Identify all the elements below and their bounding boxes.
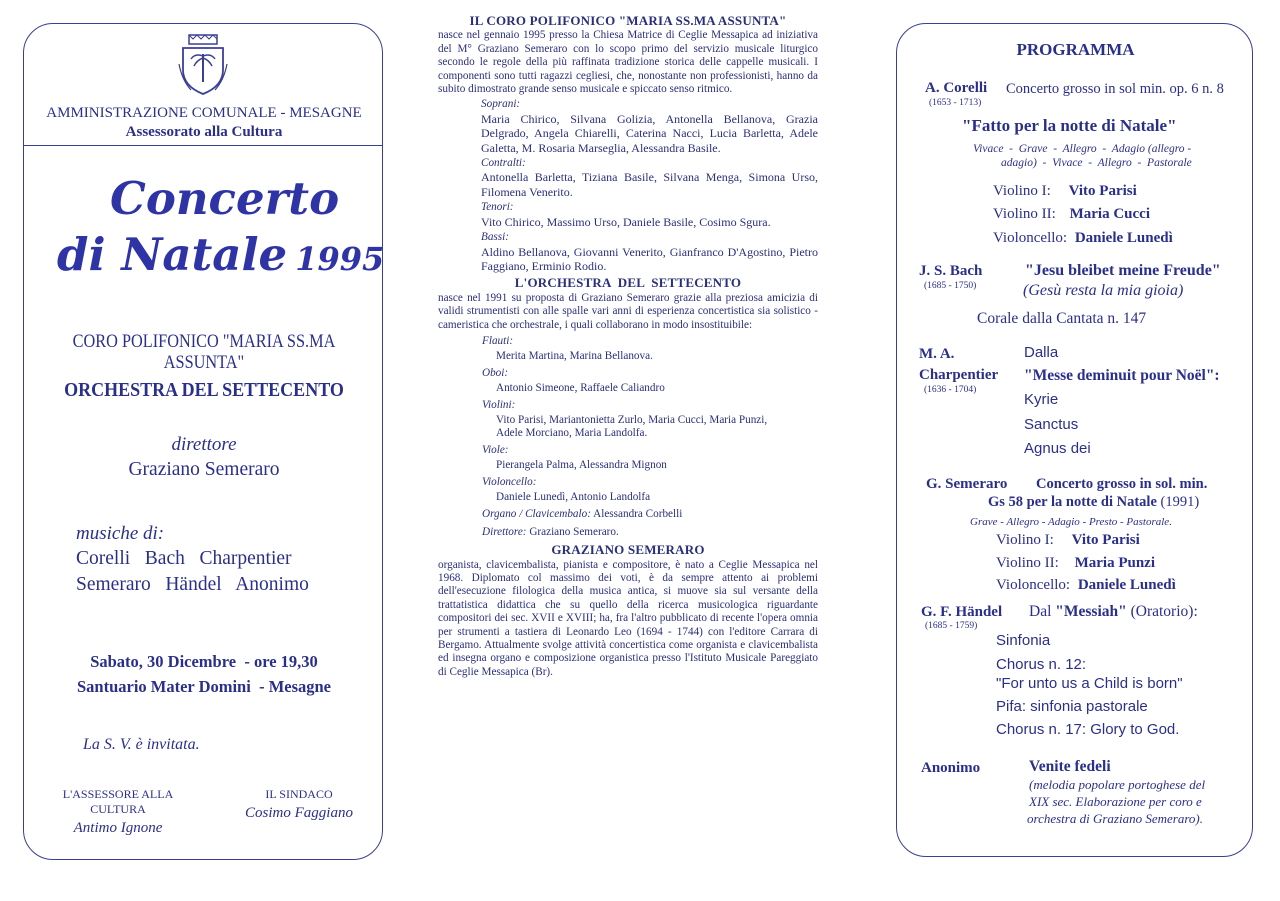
violino1-label: Violino I: — [993, 183, 1051, 199]
orchestra-name: ORCHESTRA DEL SETTECENTO — [64, 379, 344, 401]
title-concerto: Concerto — [110, 172, 340, 225]
composer-bach: J. S. Bach — [919, 263, 983, 279]
venue-line: Santuario Mater Domini - Mesagne — [76, 677, 332, 696]
viole-label: Viole: — [482, 443, 509, 456]
semeraro-work-1: Concerto grosso in sol. min. — [1036, 476, 1208, 492]
s-violoncello-label: Violoncello: — [996, 577, 1071, 593]
organo-label: Organo / Clavicembalo: — [482, 508, 591, 521]
violini-names: Vito Parisi, Mariantonietta Zurlo, Maria Cucci, Maria Punzi, Adele Morciano, Maria Landolfa. — [496, 413, 768, 440]
corelli-subtitle: "Fatto per la notte di Natale" — [962, 116, 1177, 135]
title-year: 1995 — [295, 240, 385, 278]
handel-work-line — [1029, 603, 1198, 621]
violino1-name: Vito Parisi — [1068, 183, 1137, 199]
flauti-names: Merita Martina, Marina Bellanova. — [496, 350, 653, 363]
composer-semeraro: G. Semeraro — [926, 476, 1008, 492]
handel-item-4: Pifa: sinfonia pastorale — [996, 698, 1148, 715]
divider — [24, 145, 382, 146]
composer-anonimo: Anonimo — [921, 760, 981, 776]
s-violino1-name: Vito Parisi — [1071, 532, 1140, 548]
orchestra-description: nasce nel 1991 su proposta di Graziano Semeraro grazie alla preziosa amicizia di validi strumentisti con alle spalle vari anni di esperienza concertistica sia solistico - cameristica che orchestrale, i quali collaborano in modo insostituibile: — [438, 291, 818, 331]
anonimo-work: Venite fedeli — [1029, 758, 1111, 775]
s-violino1-label: Violino I: — [996, 532, 1054, 548]
organo-name: Alessandra Corbelli — [593, 508, 683, 521]
assessore-name: Antimo Ignone — [73, 820, 163, 836]
anonimo-note-2: XIX sec. Elaborazione per coro e — [1029, 794, 1202, 809]
orchestra-heading: L'ORCHESTRA DEL SETTECENTO — [514, 275, 742, 291]
admin-line-1: AMMINISTRAZIONE COMUNALE - MESAGNE — [46, 105, 362, 121]
handel-dates: (1685 - 1759) — [925, 621, 978, 631]
charpentier-dates: (1636 - 1704) — [924, 385, 977, 395]
cover-panel — [23, 23, 383, 860]
handel-dal: Dal — [1029, 603, 1052, 620]
organo-line — [482, 508, 818, 521]
anonimo-note-3: orchestra di Graziano Semeraro). — [1027, 811, 1203, 826]
flauti-label: Flauti: — [482, 334, 514, 347]
anonimo-note-1: (melodia popolare portoghese del — [1029, 777, 1206, 792]
handel-item-5: Chorus n. 17: Glory to God. — [996, 721, 1180, 738]
semeraro-movements: Grave - Allegro - Adagio - Presto - Pastorale. — [970, 516, 1172, 528]
bach-dates: (1685 - 1750) — [924, 281, 977, 291]
s-violino2-name: Maria Punzi — [1074, 555, 1155, 571]
s-violino2-line — [996, 555, 1155, 572]
s-violino1-line — [996, 532, 1140, 549]
composers-line-1: Corelli Bach Charpentier — [76, 548, 292, 569]
violino1-line — [993, 183, 1137, 200]
date-line: Sabato, 30 Dicembre - ore 19,30 — [90, 652, 318, 671]
director-label: direttore — [171, 434, 237, 455]
contralti-names: Antonella Barletta, Tiziana Basile, Silvana Menga, Simona Urso, Filomena Venerito. — [481, 170, 818, 199]
coro-description: nasce nel gennaio 1995 presso la Chiesa Matrice di Ceglie Messapica ad iniziativa del M° Graziano Semeraro con lo scopo primo del servizio musicale liturgico secondo le regole della più raffinata tradizione storica delle cappelle musicali. I componenti sono tutti ragazzi cegliesi, che, nonostante non professionisti, hanno da subito dimostrato grande senso musicale e spiccato senso ritmico. — [438, 29, 818, 96]
title-line-2 — [57, 228, 384, 281]
sindaco-name: Cosimo Faggiano — [245, 805, 353, 821]
s-violoncello-name: Daniele Lunedì — [1077, 577, 1176, 593]
program-panel — [896, 23, 1253, 857]
violoncello-label: Violoncello: — [993, 230, 1068, 246]
violino2-label: Violino II: — [993, 206, 1056, 222]
handel-item-2: Chorus n. 12: — [996, 656, 1087, 673]
director-name: Graziano Semeraro — [128, 459, 280, 480]
title-di-natale: di Natale — [57, 228, 288, 281]
violoncello-names: Daniele Lunedì, Antonio Landolfa — [496, 491, 651, 503]
composer-handel: G. F. Händel — [921, 604, 1003, 620]
tenori-label: Tenori: — [481, 201, 514, 214]
composers-line-2: Semeraro Händel Anonimo — [76, 574, 309, 595]
oboi-names: Antonio Simeone, Raffaele Caliandro — [496, 382, 665, 395]
tenori-names: Vito Chirico, Massimo Urso, Daniele Basile, Cosimo Sgura. — [481, 214, 771, 229]
soprani-names: Maria Chirico, Silvana Golizia, Antonella Bellanova, Grazia Delgrado, Angela Chiarelli, Caterina Nacci, Lucia Barletta, Adele Galetta, M. Rosaria Marseglia, Alessandra Basile. — [481, 111, 818, 155]
oboi-label: Oboi: — [482, 366, 509, 379]
administration-heading — [24, 104, 384, 142]
charpentier-kyrie: Kyrie — [1024, 391, 1059, 408]
bassi-label: Bassi: — [481, 231, 509, 244]
violino2-line — [993, 206, 1150, 223]
assessore-title: L'ASSESSORE ALLA CULTURA — [62, 787, 174, 816]
charpentier-agnus: Agnus dei — [1024, 440, 1091, 457]
violoncello-name: Daniele Lunedì — [1074, 230, 1173, 246]
semeraro-work-2-line — [988, 494, 1199, 511]
invitation: La S. V. è invitata. — [83, 736, 200, 753]
composer-charpentier-1: M. A. — [919, 346, 955, 362]
corelli-movements-1: Vivace - Grave - Allegro - Adagio (allegro - — [973, 143, 1192, 155]
semeraro-bio: organista, clavicembalista, pianista e compositore, è nato a Ceglie Messapica nel 1968. Diplomato col massimo dei voti, è da sempre attento ai problemi dell'esecuzione filologica della musica antica, si muove sia sul versante della trattatistica didattica che su quello della ricerca musicologica riguardante compositori dei sec. XVII e XVIII; ha, fra l'altro pubblicato di recente l'opera omnia per strumenti a tastiera di Leonardo Leo (1694 - 1744) con l'editore Carrara di Bergamo. Attualmente svolge attività concertistica come organista e clavicembalista ed insegna organo e composizione organistica presso l'Istituto Musicale Pareggiato di Ceglie Messapica (Br). — [438, 558, 818, 678]
charpentier-sanctus: Sanctus — [1024, 416, 1079, 433]
charpentier-work: "Messe deminuit pour Noël": — [1024, 367, 1220, 384]
bach-corale: Corale dalla Cantata n. 147 — [977, 310, 1147, 327]
violoncello-line — [993, 230, 1173, 247]
composer-charpentier-2: Charpentier — [919, 367, 999, 383]
semeraro-work-2: Gs 58 per la notte di Natale — [988, 494, 1157, 510]
ensemble-notes — [438, 14, 818, 679]
direttore-line — [482, 526, 818, 539]
signature-sindaco — [224, 787, 374, 822]
handel-item-3: "For unto us a Child is born" — [996, 675, 1183, 692]
coat-of-arms-icon — [177, 34, 229, 98]
sindaco-title: IL SINDACO — [265, 787, 333, 801]
program-heading: PROGRAMMA — [1016, 40, 1135, 59]
bassi-names: Aldino Bellanova, Giovanni Venerito, Gianfranco D'Agostino, Pietro Faggiano, Erminio Rodio. — [481, 244, 818, 273]
handel-oratorio: (Oratorio): — [1130, 603, 1198, 620]
music-label: musiche di: — [76, 523, 165, 544]
corelli-work: Concerto grosso in sol min. op. 6 n. 8 — [1006, 81, 1224, 97]
violino2-name: Maria Cucci — [1069, 206, 1150, 222]
corelli-movements-2: adagio) - Vivace - Allegro - Pastorale — [1001, 157, 1192, 169]
admin-line-2: Assessorato alla Cultura — [125, 124, 283, 140]
coro-heading: IL CORO POLIFONICO "MARIA SS.MA ASSUNTA" — [469, 13, 787, 28]
s-violoncello-line — [996, 577, 1176, 594]
viole-names: Pierangela Palma, Alessandra Mignon — [496, 459, 667, 472]
direttore-name: Graziano Semeraro. — [529, 525, 619, 538]
bach-work: "Jesu bleibet meine Freude" — [1025, 262, 1221, 279]
contralti-label: Contralti: — [481, 157, 526, 170]
handel-item-1: Sinfonia — [996, 632, 1051, 649]
soprani-label: Soprani: — [481, 98, 521, 111]
semeraro-heading: GRAZIANO SEMERARO — [551, 542, 705, 558]
handel-work: "Messiah" — [1055, 603, 1127, 620]
charpentier-dalla: Dalla — [1024, 344, 1059, 361]
signature-assessore — [38, 787, 198, 837]
composer-corelli: A. Corelli — [925, 80, 988, 96]
violini-label: Violini: — [482, 398, 516, 411]
corelli-dates: (1653 - 1713) — [929, 98, 982, 108]
s-violino2-label: Violino II: — [996, 555, 1059, 571]
direttore-label: Direttore: — [482, 525, 527, 538]
bach-translation: (Gesù resta la mia gioia) — [1023, 282, 1184, 299]
violoncello-label: Violoncello: — [482, 475, 537, 488]
choir-name: CORO POLIFONICO "MARIA SS.MA ASSUNTA" — [72, 332, 336, 373]
semeraro-year: (1991) — [1160, 494, 1200, 510]
